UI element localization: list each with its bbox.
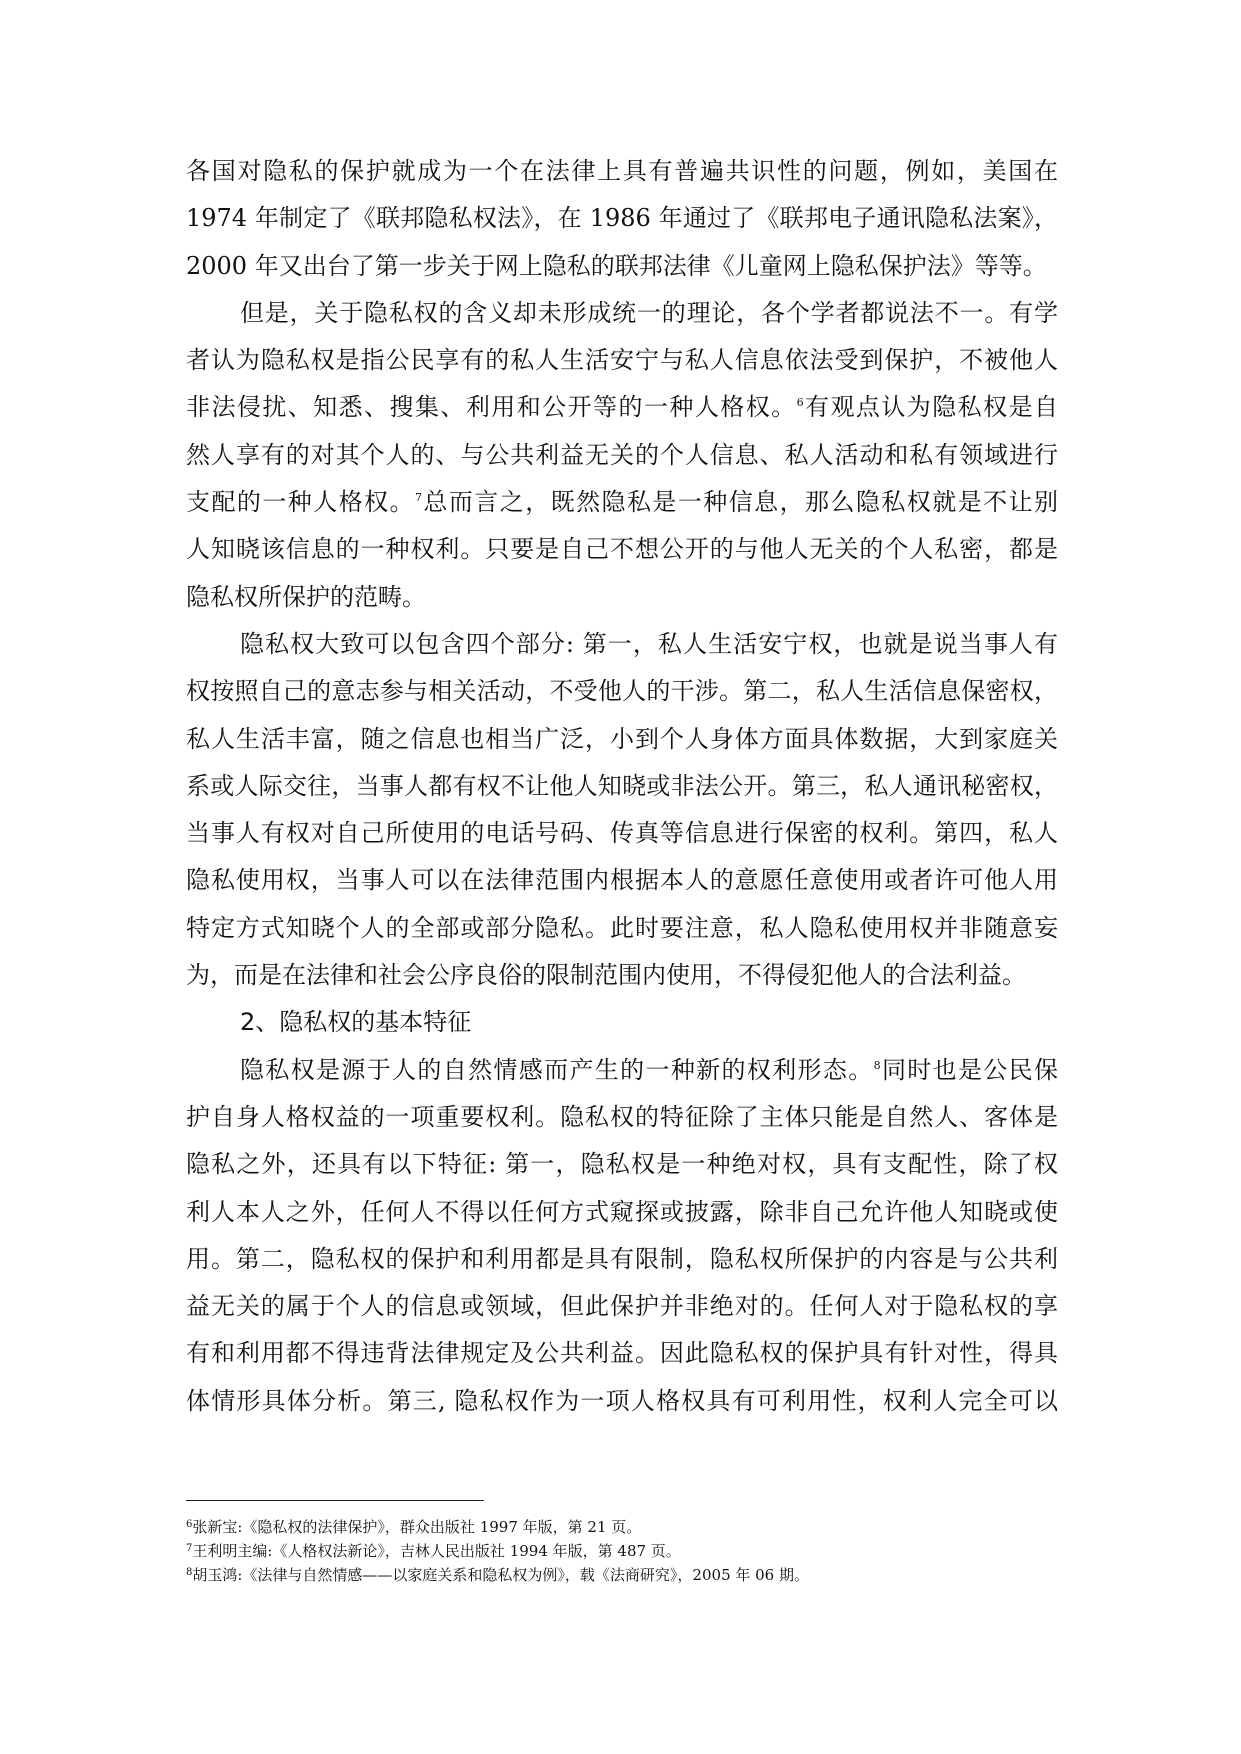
footnote-6 bbox=[186, 1515, 1086, 1539]
paragraph-line: 利人本人之外，任何人不得以任何方式窥探或披露，除非自己允许他人知晓或使 bbox=[186, 1197, 1058, 1226]
line-segment: 隐私权是源于人的自然情感而产生的一种新的权利形态。 bbox=[240, 1055, 874, 1084]
footnote-text: 张新宝:《隐私权的法律保护》，群众出版社 1997 年版，第 21 页。 bbox=[192, 1518, 642, 1536]
footnote-7 bbox=[186, 1539, 1086, 1563]
paragraph-line bbox=[186, 384, 1058, 431]
paragraph-line: 用。第二，隐私权的保护和利用都是具有限制，隐私权所保护的内容是与公共利 bbox=[186, 1244, 1058, 1273]
paragraph-line: 隐私权大致可以包含四个部分: 第一，私人生活安宁权，也就是说当事人有 bbox=[240, 629, 1058, 658]
footnote-text: 胡玉鸿:《法律与自然情感——以家庭关系和隐私权为例》，载《法商研究》，2005 年 06 期。 bbox=[192, 1566, 809, 1584]
paragraph-line: 但是，关于隐私权的含义却未形成统一的理论，各个学者都说法不一。有学 bbox=[240, 298, 1058, 327]
paragraph-line: 2000 年又出台了第一步关于网上隐私的联邦法律《儿童网上隐私保护法》等等。 bbox=[186, 251, 1047, 280]
paragraph-line: 为，而是在法律和社会公序良俗的限制范围内使用，不得侵犯他人的合法利益。 bbox=[186, 961, 1026, 990]
line-segment: 同时也是公民保 bbox=[880, 1055, 1058, 1084]
footnote-number: 7 bbox=[186, 1543, 193, 1554]
body-text bbox=[186, 148, 1058, 1425]
paragraph-line: 益无关的属于个人的信息或领域，但此保护并非绝对的。任何人对于隐私权的享 bbox=[186, 1292, 1058, 1321]
footnote-ref-7[interactable]: 7 bbox=[414, 491, 422, 505]
paragraph-line: 隐私权所保护的范畴。 bbox=[186, 582, 426, 611]
paragraph-line: 人知晓该信息的一种权利。只要是自己不想公开的与他人无关的个人私密，都是 bbox=[186, 535, 1058, 564]
paragraph-line: 1974 年制定了《联邦隐私权法》，在 1986 年通过了《联邦电子通讯隐私法案》， bbox=[186, 204, 1058, 233]
footnote-8 bbox=[186, 1563, 1086, 1587]
footnote-number: 8 bbox=[186, 1567, 193, 1578]
footnote-ref-6[interactable]: 6 bbox=[796, 396, 804, 410]
footnote-ref-8[interactable]: 8 bbox=[873, 1058, 881, 1072]
paragraph-line bbox=[186, 1047, 1058, 1094]
paragraph-line: 各国对隐私的保护就成为一个在法律上具有普遍共识性的问题，例如，美国在 bbox=[186, 157, 1058, 185]
line-segment: 支配的一种人格权。 bbox=[186, 488, 415, 517]
footnote-number: 6 bbox=[186, 1519, 193, 1530]
paragraph-line: 当事人有权对自己所使用的电话号码、传真等信息进行保密的权利。第四，私人 bbox=[186, 819, 1058, 848]
paragraph-line: 然人享有的对其个人的、与公共利益无关的个人信息、私人活动和私有领域进行 bbox=[186, 440, 1058, 469]
footnote-text: 王利明主编:《人格权法新论》，吉林人民出版社 1994 年版，第 487 页。 bbox=[192, 1542, 681, 1560]
paragraph-line: 者认为隐私权是指公民享有的私人生活安宁与私人信息依法受到保护，不被他人 bbox=[186, 346, 1058, 375]
paragraph-line: 护自身人格权益的一项重要权利。隐私权的特征除了主体只能是自然人、客体是 bbox=[186, 1102, 1058, 1131]
line-segment: 非法侵扰、知悉、搜集、利用和公开等的一种人格权。 bbox=[186, 393, 797, 422]
paragraph-line: 体情形具体分析。第三, 隐私权作为一项人格权具有可利用性，权利人完全可以 bbox=[186, 1386, 1058, 1415]
footnote-separator bbox=[186, 1500, 484, 1501]
paragraph-line: 隐私使用权，当事人可以在法律范围内根据本人的意愿任意使用或者许可他人用 bbox=[186, 866, 1058, 895]
line-segment: 总而言之，既然隐私是一种信息，那么隐私权就是不让别 bbox=[421, 488, 1059, 517]
paragraph-line bbox=[186, 479, 1058, 526]
paragraph-line: 私人生活丰富，随之信息也相当广泛，小到个人身体方面具体数据，大到家庭关 bbox=[186, 724, 1058, 753]
paragraph-line: 特定方式知晓个人的全部或部分隐私。此时要注意，私人隐私使用权并非随意妄 bbox=[186, 913, 1058, 942]
paragraph-line: 系或人际交往，当事人都有权不让他人知晓或非法公开。第三，私人通讯秘密权， bbox=[186, 771, 1058, 800]
section-heading: 2、隐私权的基本特征 bbox=[240, 1008, 472, 1037]
paragraph-line: 有和利用都不得违背法律规定及公共利益。因此隐私权的保护具有针对性，得具 bbox=[186, 1339, 1058, 1368]
paragraph-line: 权按照自己的意志参与相关活动，不受他人的干涉。第二，私人生活信息保密权， bbox=[186, 677, 1058, 706]
footnotes bbox=[186, 1515, 1086, 1587]
line-segment: 有观点认为隐私权是自 bbox=[803, 393, 1059, 422]
paragraph-line: 隐私之外，还具有以下特征: 第一，隐私权是一种绝对权，具有支配性，除了权 bbox=[186, 1150, 1058, 1179]
